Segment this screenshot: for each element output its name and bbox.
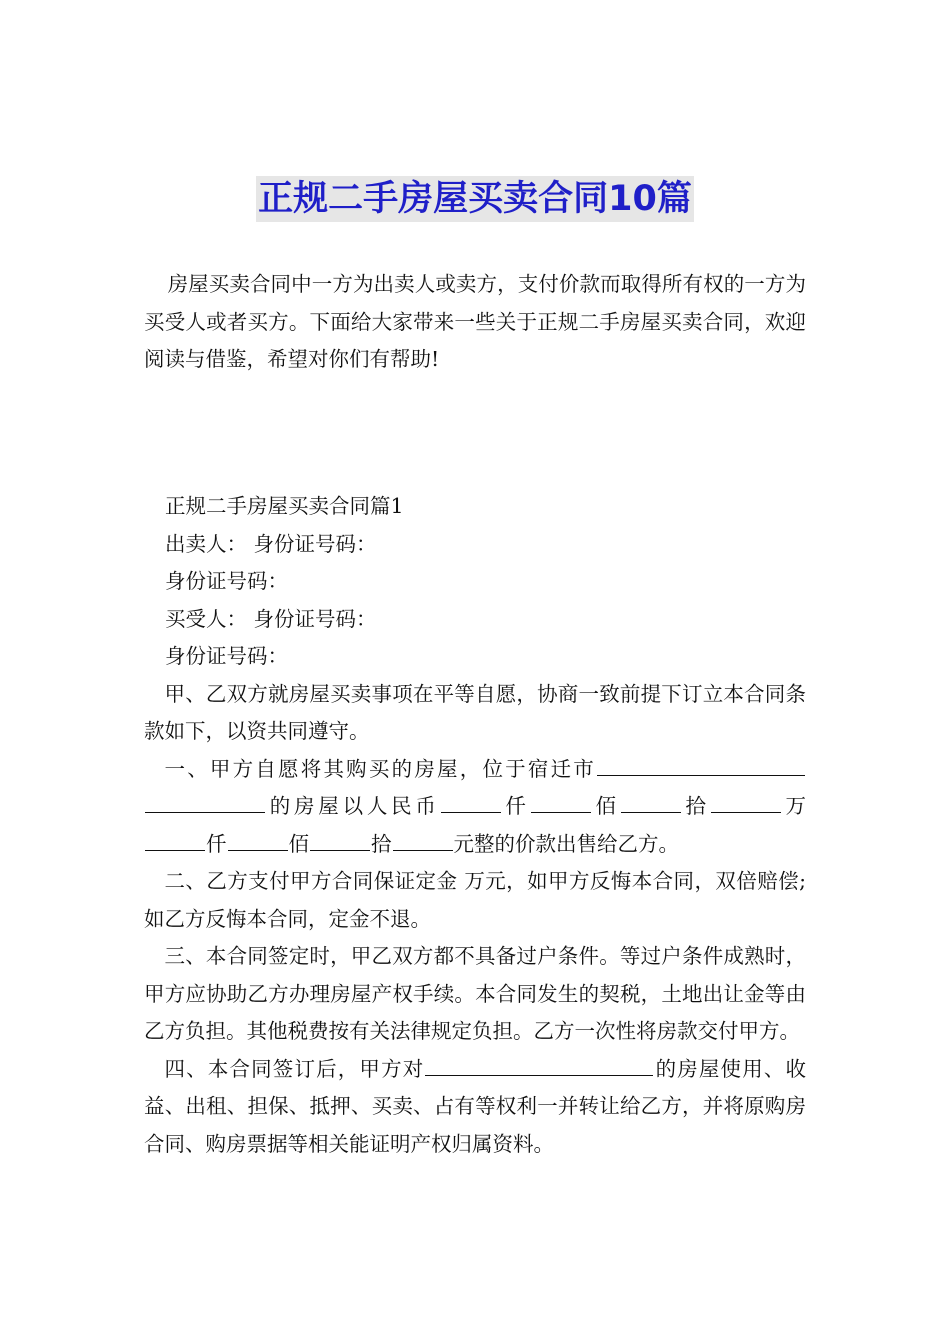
contract-section <box>144 488 806 1163</box>
clause-4-text-b: 的房屋使用、收益、出租、担保、抵押、买卖、占有等权利一并转让给乙方，并将原购房合同、购房票据等相关能证明产权归属资料。 <box>144 1056 807 1156</box>
unit-bai: 佰 <box>288 831 309 856</box>
clause-3: 三、本合同签定时，甲乙双方都不具备过户条件。等过户条件成熟时，甲方应协助乙方办理房屋产权手续。本合同发生的契税，土地出让金等由乙方负担。其他税费按有关法律规定负担。乙方一次性将房款交付甲方。 <box>144 944 806 1043</box>
blank-amount <box>393 826 453 851</box>
clause-1-text-b: 的房屋以人民币 <box>266 794 440 818</box>
buyer-line: 买受人： 身份证号码： <box>165 606 377 631</box>
blank-amount <box>621 788 681 813</box>
unit-qian: 仟 <box>206 831 227 856</box>
unit-wan: 万 <box>781 794 807 818</box>
clause-1-text-a: 一、甲方自愿将其购买的房屋，位于宿迁市 <box>164 756 596 781</box>
blank-amount <box>310 826 370 851</box>
contract-heading: 正规二手房屋买卖合同篇1 <box>165 494 404 518</box>
intro-paragraph <box>144 266 806 379</box>
blank-amount <box>711 788 781 813</box>
unit-bai: 佰 <box>591 794 620 818</box>
document-title: 正规二手房屋买卖合同10篇 <box>256 176 694 222</box>
seller-id-line: 身份证号码： <box>165 569 288 593</box>
document-title-block <box>0 176 950 222</box>
blank-amount <box>441 788 501 813</box>
blank-location-1 <box>597 751 805 776</box>
unit-shi: 拾 <box>371 831 392 856</box>
clause-2: 二、乙方支付甲方合同保证定金 万元，如甲方反悔本合同，双倍赔偿;如乙方反悔本合同，定金不退。 <box>144 869 806 931</box>
clause-1 <box>144 751 806 864</box>
contract-preamble: 甲、乙双方就房屋买卖事项在平等自愿，协商一致前提下订立本合同条款如下，以资共同遵守。 <box>144 681 806 743</box>
buyer-id-line: 身份证号码： <box>165 644 288 668</box>
blank-amount <box>145 826 205 851</box>
blank-location-2 <box>145 788 265 813</box>
intro-text: 房屋买卖合同中一方为出卖人或卖方，支付价款而取得所有权的一方为买受人或者买方。下面给大家带来一些关于正规二手房屋买卖合同，欢迎阅读与借鉴，希望对你们有帮助! <box>144 272 806 371</box>
unit-shi: 拾 <box>681 794 710 818</box>
clause-4 <box>144 1051 806 1164</box>
blank-amount <box>228 826 288 851</box>
seller-line: 出卖人： 身份证号码： <box>165 531 377 556</box>
blank-amount <box>531 788 591 813</box>
blank-property <box>425 1051 653 1076</box>
clause-1-text-end: 元整的价款出售给乙方。 <box>453 831 679 856</box>
unit-qian: 仟 <box>501 794 530 818</box>
clause-4-text-a: 四、本合同签订后，甲方对 <box>164 1056 425 1081</box>
